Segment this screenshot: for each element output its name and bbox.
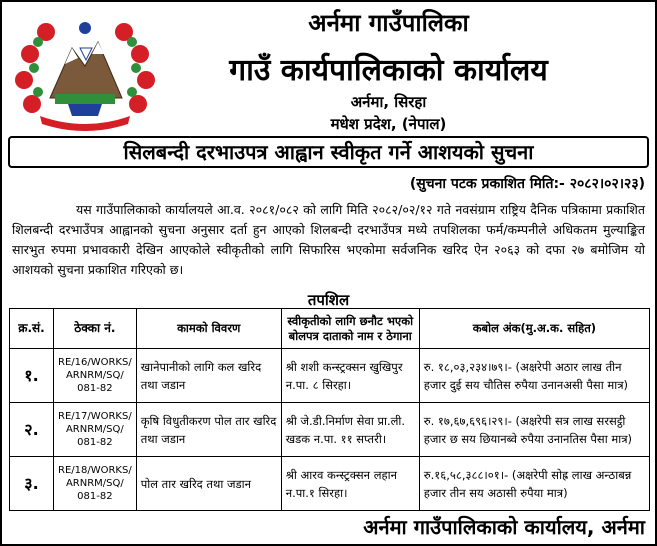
row-sn: २. xyxy=(10,403,54,457)
row-description: कृषि विधुतीकरण पोल तार खरिद तथा जडान xyxy=(136,403,281,457)
office-name: गाउँ कार्यपालिकाको कार्यालय xyxy=(229,53,548,88)
row-sn: ३. xyxy=(10,457,54,511)
row-description: खानेपानीको लागि कल खरिद तथा जडान xyxy=(136,349,281,403)
table-row xyxy=(10,349,650,403)
header-firm: स्वीकृतीको लागि छनौट भएको बोलपत्र दाताको नाम र ठेगाना xyxy=(281,309,419,349)
table-row xyxy=(10,457,650,511)
row-description: पोल तार खरिद तथा जडान xyxy=(136,457,281,511)
bid-table xyxy=(9,308,650,511)
notice-title: सिलबन्दी दरभाउपत्र आह्वान स्वीकृत गर्ने आशयको सुचना xyxy=(8,136,649,168)
row-amount: रु. १८,०३,२३४।७९।- (अक्षरेपी अठार लाख तीन हजार दुई सय चौतिस रुपैया उनानअसी पैसा मात्र) xyxy=(419,349,649,403)
province-name: मधेश प्रदेश, (नेपाल) xyxy=(330,115,447,133)
row-firm: श्री जे.डी.निर्माण सेवा प्रा.ली. खडक न.पा. ११ सप्तरी। xyxy=(281,403,419,457)
table-title: तपशिल xyxy=(307,291,350,309)
office-address: अर्नमा, सिरहा xyxy=(350,93,427,111)
notice-body: यस गाउँपालिकाको कार्यालयले आ.व. २०८१/०८२ को लागि मिति २०८२/०२/१२ गते नवसंग्राम राष्ट्रिय दैनिक पत्रिकामा प्रकाशित शिलबन्दी दरभाउँपत्र आह्वानको सुचना अनुसार दर्ता हुन आएको शिलबन्दी दरभाउँपत्र मध्ये तपशिलका फर्म/कम्पनीले अधिकतम मुल्याङ्कित सारभुत रुपमा प्रभावकारी देखिन आएकोले स्वीकृतीको लागि सिफारिस भएकोमा सर्वजनिक खरिद ऐन २०६३ को दफा २७ बमोजिम यो आशयको सुचना प्रकाशित गरिएको छ। xyxy=(12,202,645,277)
row-sn: १. xyxy=(10,349,54,403)
row-firm: श्री आरव कन्स्ट्रक्सन लहान न.पा.१ सिरहा। xyxy=(281,457,419,511)
row-contract-no: RE/16/WORKS/ ARNRM/SQ/ 081-82 xyxy=(54,349,137,403)
footer-signature: अर्नमा गाउँपालिकाको कार्यालय, अर्नमा xyxy=(363,515,645,539)
header-description: कामको विवरण xyxy=(136,309,281,349)
row-contract-no: RE/18/WORKS/ ARNRM/SQ/ 081-82 xyxy=(54,457,137,511)
row-contract-no: RE/17/WORKS/ ARNRM/SQ/ 081-82 xyxy=(54,403,137,457)
municipality-name: अर्नमा गाउँपालिका xyxy=(308,9,469,37)
row-amount: रु.१६,५८,३८८।०१।- (अक्षरेपी सोह्र लाख अन्ठाबन्न हजार तीन सय अठासी रुपैया मात्र) xyxy=(419,457,649,511)
table-row xyxy=(10,403,650,457)
header-contract-no: ठेक्का नं. xyxy=(54,309,137,349)
header-amount: कबोल अंक(मु.अ.क. सहित) xyxy=(419,309,649,349)
header-sn: क्र.सं. xyxy=(10,309,54,349)
row-amount: रु. १७,६७,६९६।२९।- (अक्षरेपी सत्र लाख सरसट्ठी हजार छ सय छियानब्वे रुपैया उनानतिस पैसा मात्र) xyxy=(419,403,649,457)
row-firm: श्री शशी कन्स्ट्रक्सन खुखिपुर न.पा. ८ सिरहा। xyxy=(281,349,419,403)
publication-date: (सुचना पटक प्रकाशित मिति:- २०८२।०२।२३) xyxy=(409,176,645,192)
table-header-row xyxy=(10,309,650,349)
